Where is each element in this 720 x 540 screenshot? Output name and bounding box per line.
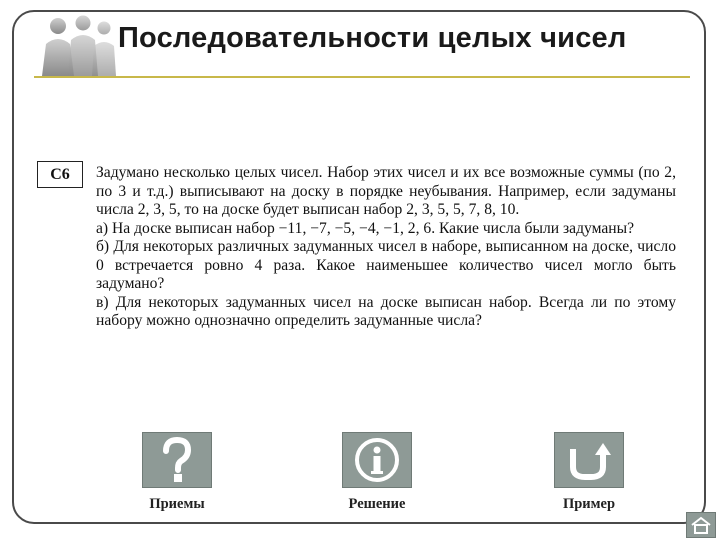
problem-part-b: б) Для некоторых различных задуманных чисел в наборе, выписанном на доске, число 0 встречается ровно 4 раза. Какое наименьшее количество чисел могло быть задумано? bbox=[96, 238, 676, 292]
methods-label: Приемы bbox=[149, 496, 205, 512]
task-label: С6 bbox=[37, 161, 83, 188]
title-underline bbox=[34, 76, 690, 78]
example-label: Пример bbox=[562, 496, 616, 512]
slide-title: Последовательности целых чисел bbox=[118, 22, 627, 54]
example-button[interactable] bbox=[554, 432, 624, 488]
solution-label: Решение bbox=[348, 496, 406, 512]
info-icon bbox=[354, 437, 400, 483]
home-button[interactable] bbox=[686, 512, 716, 538]
return-arrow-icon bbox=[565, 437, 613, 483]
problem-part-c: в) Для некоторых задуманных чисел на доске выписан набор. Всегда ли по этому набору можно однозначно определить задуманные числа? bbox=[96, 293, 676, 329]
home-icon bbox=[690, 516, 712, 534]
methods-button[interactable] bbox=[142, 432, 212, 488]
problem-intro: Задумано несколько целых чисел. Набор этих чисел и их все возможные суммы (по 2, по 3 и т.д.) выписывают на доску в порядке неубывания. Например, если задуманы числа 2, 3, 5, то на доске будет выписан набор 2, 3, 5, 5, 7, 8, 10. bbox=[96, 164, 676, 218]
people-silhouette-logo bbox=[28, 14, 118, 76]
solution-button[interactable] bbox=[342, 432, 412, 488]
problem-part-a: а) На доске выписан набор −11, −7, −5, −4, −1, 2, 6. Какие числа были задуманы? bbox=[96, 219, 635, 237]
problem-text bbox=[96, 164, 676, 331]
question-mark-icon bbox=[157, 436, 197, 484]
